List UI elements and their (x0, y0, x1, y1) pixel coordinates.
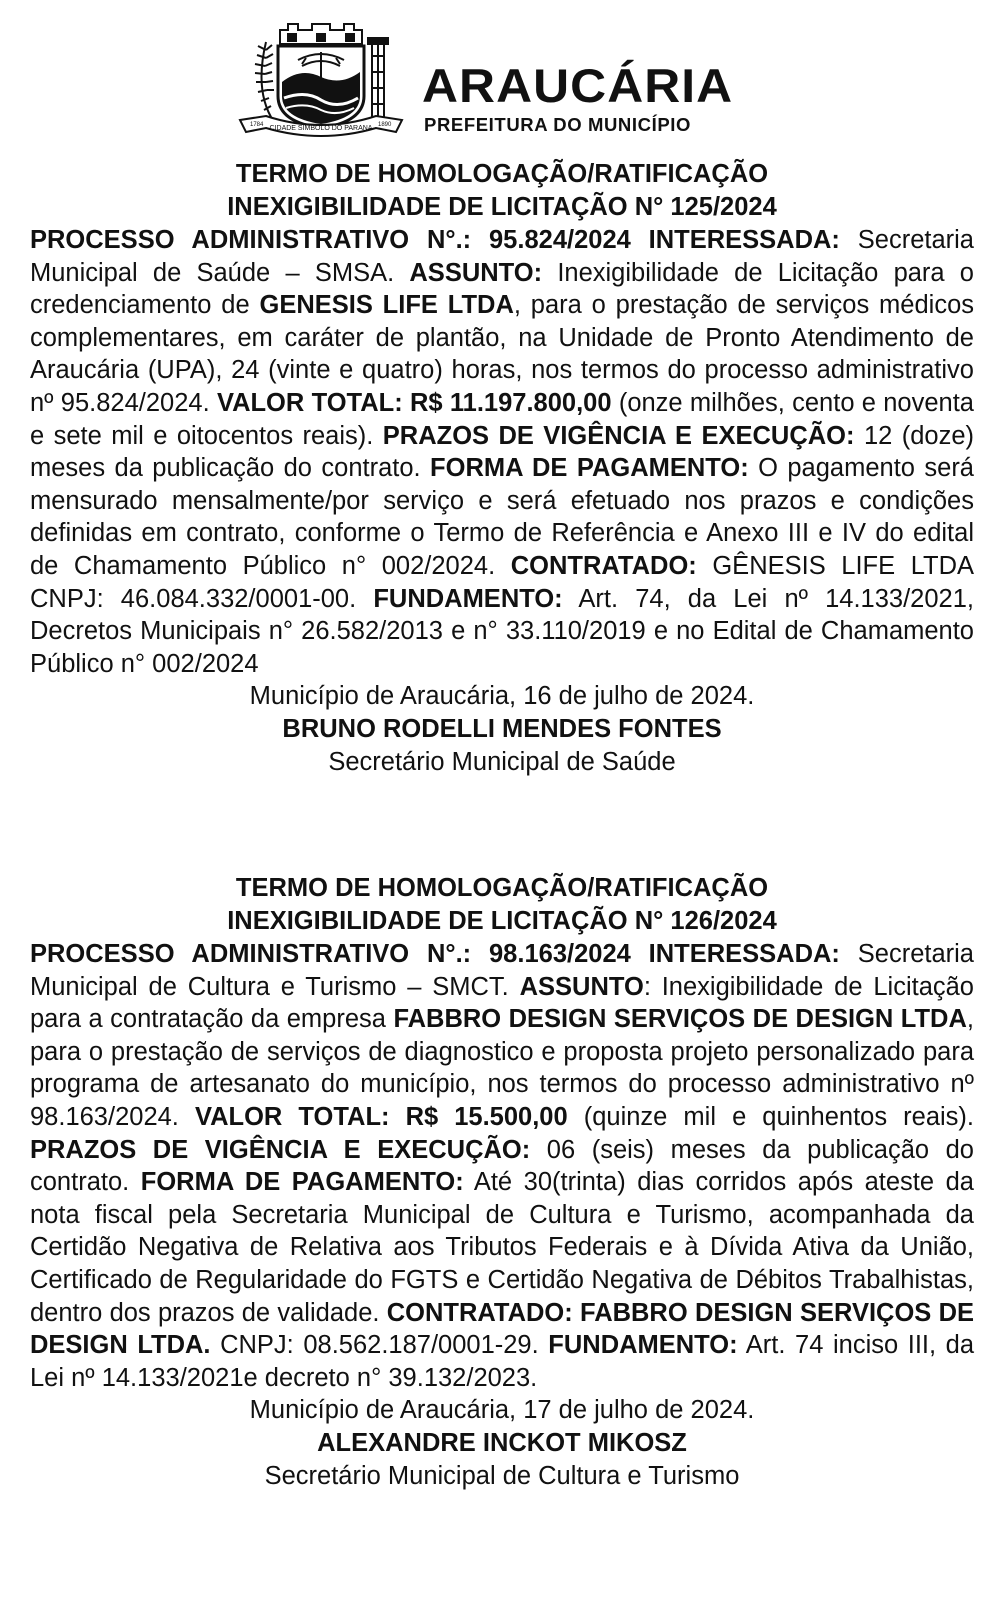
signer-role: Secretário Municipal de Cultura e Turismo (264, 1462, 740, 1491)
processo-label: PROCESSO ADMINISTRATIVO N°.: 95.824/2024 INTERESSADA: (30, 226, 840, 254)
brand-subtitle: PREFEITURA DO MUNICÍPIO (424, 114, 691, 135)
contratado-label: CONTRATADO: (510, 551, 697, 580)
company-name: GENESIS LIFE LTDA (259, 291, 514, 320)
ribbon-text: CIDADE SIMBOLO DO PARANA (269, 125, 373, 132)
term-title-line2: INEXIGIBILIDADE DE LICITAÇÃO N° 125/2024 (227, 193, 777, 221)
fundamento-label: FUNDAMENTO: (548, 1331, 738, 1360)
assunto-text: Inexigibilidade de Licitação para o credenciamento de (30, 258, 974, 320)
processo-label: PROCESSO ADMINISTRATIVO N°.: 98.163/2024 INTERESSADA: (30, 940, 840, 968)
term-body (30, 938, 974, 1394)
interessada-value: Secretaria Municipal de Saúde – SMSA. (30, 226, 974, 287)
signer-name: BRUNO RODELLI MENDES FONTES (282, 715, 722, 744)
wheat-branch (255, 42, 274, 122)
valor-text: (onze milhões, cento e noventa e sete mil e oitocentos reais). (30, 388, 974, 450)
forma-label: FORMA DE PAGAMENTO: (430, 454, 749, 483)
assunto-label: ASSUNTO: (409, 258, 543, 287)
forma-text: O pagamento será mensurado mensalmente/por serviço e será efetuado nos prazos e condições definidas em contrato, conforme o Termo de Referência e Anexo III e IV do edital de Chamamento Público n° 002/2024. (30, 454, 974, 580)
term-body (30, 224, 974, 680)
term-section-126 (30, 872, 974, 1493)
header (236, 22, 766, 144)
company-name: FABBRO DESIGN SERVIÇOS DE DESIGN LTDA (393, 1005, 967, 1034)
signer-name: ALEXANDRE INCKOT MIKOSZ (317, 1429, 687, 1458)
ribbon-year-left: 1784 (250, 122, 264, 128)
forma-text: Até 30(trinta) dias corridos após ateste da nota fiscal pela Secretaria Municipal de Cultura e Turismo, acompanhada da Certidão Negativa de Relativa aos Tributos Federais e à Dívida Ativa da União, Certificado de Regularidade do FGTS e Certidão Negativa de Débitos Trabalhistas, dentro dos prazos de validade. (30, 1168, 974, 1327)
contratado-text: GÊNESIS LIFE LTDA CNPJ: 46.084.332/0001-00. (30, 551, 974, 613)
mural-crown (280, 24, 362, 44)
place-date: Município de Araucária, 17 de julho de 2024. (249, 1396, 755, 1425)
contratado-text: CNPJ: 08.562.187/0001-29. (210, 1331, 549, 1360)
ribbon-year-right: 1890 (378, 122, 392, 128)
assunto-label: ASSUNTO (519, 972, 644, 1001)
prazos-text: 06 (seis) meses da publicação do contrato. (30, 1135, 974, 1197)
coat-of-arms-logo (236, 22, 406, 144)
fundamento-text: Art. 74, da Lei nº 14.133/2021, Decretos Municipais n° 26.582/2013 e n° 33.110/2019 e no Edital de Chamamento Público n° 002/2024 (30, 584, 974, 678)
prazos-label: PRAZOS DE VIGÊNCIA E EXECUÇÃO: (382, 421, 855, 450)
valor-text: (quinze mil e quinhentos reais). (567, 1102, 974, 1131)
assunto-text-cont: , para o prestação de serviços de diagnostico e proposta projeto personalizado para programa de artesanato do município, nos termos do processo administrativo nº 98.163/2024. (30, 1005, 974, 1131)
fundamento-text: Art. 74 inciso III, da Lei nº 14.133/2021e decreto n° 39.132/2023. (30, 1331, 975, 1392)
term-title-line1: TERMO DE HOMOLOGAÇÃO/RATIFICAÇÃO (235, 874, 769, 902)
brand-name: ARAUCÁRIA (422, 59, 734, 112)
fundamento-label: FUNDAMENTO: (373, 584, 563, 613)
interessada-value: Secretaria Municipal de Cultura e Turismo – SMCT. (30, 940, 974, 1001)
valor-label: VALOR TOTAL: R$ 11.197.800,00 (216, 388, 612, 417)
forma-label: FORMA DE PAGAMENTO: (140, 1168, 464, 1197)
assunto-text-cont: , para o prestação de serviços médicos complementares, em caráter de plantão, na Unidade de Pronto Atendimento de Araucária (UPA), 24 (vinte e quatro) horas, nos termos do processo administrativo nº 95.824/2024. (30, 291, 974, 417)
signer-role: Secretário Municipal de Saúde (328, 748, 676, 777)
assunto-text: : Inexigibilidade de Licitação para a contratação da empresa (30, 972, 974, 1034)
term-title-line2: INEXIGIBILIDADE DE LICITAÇÃO N° 126/2024 (227, 907, 777, 935)
place-date: Município de Araucária, 16 de julho de 2024. (249, 682, 755, 711)
term-section-125 (30, 158, 974, 779)
valor-label: VALOR TOTAL: R$ 15.500,00 (194, 1102, 568, 1131)
industry-branch (368, 38, 388, 118)
term-title-line1: TERMO DE HOMOLOGAÇÃO/RATIFICAÇÃO (235, 160, 769, 188)
prazos-text: 12 (doze) meses da publicação do contrato. (30, 421, 975, 483)
prazos-label: PRAZOS DE VIGÊNCIA E EXECUÇÃO: (30, 1135, 531, 1164)
contratado-label: CONTRATADO: FABBRO DESIGN SERVIÇOS DE DESIGN LTDA. (30, 1298, 974, 1360)
